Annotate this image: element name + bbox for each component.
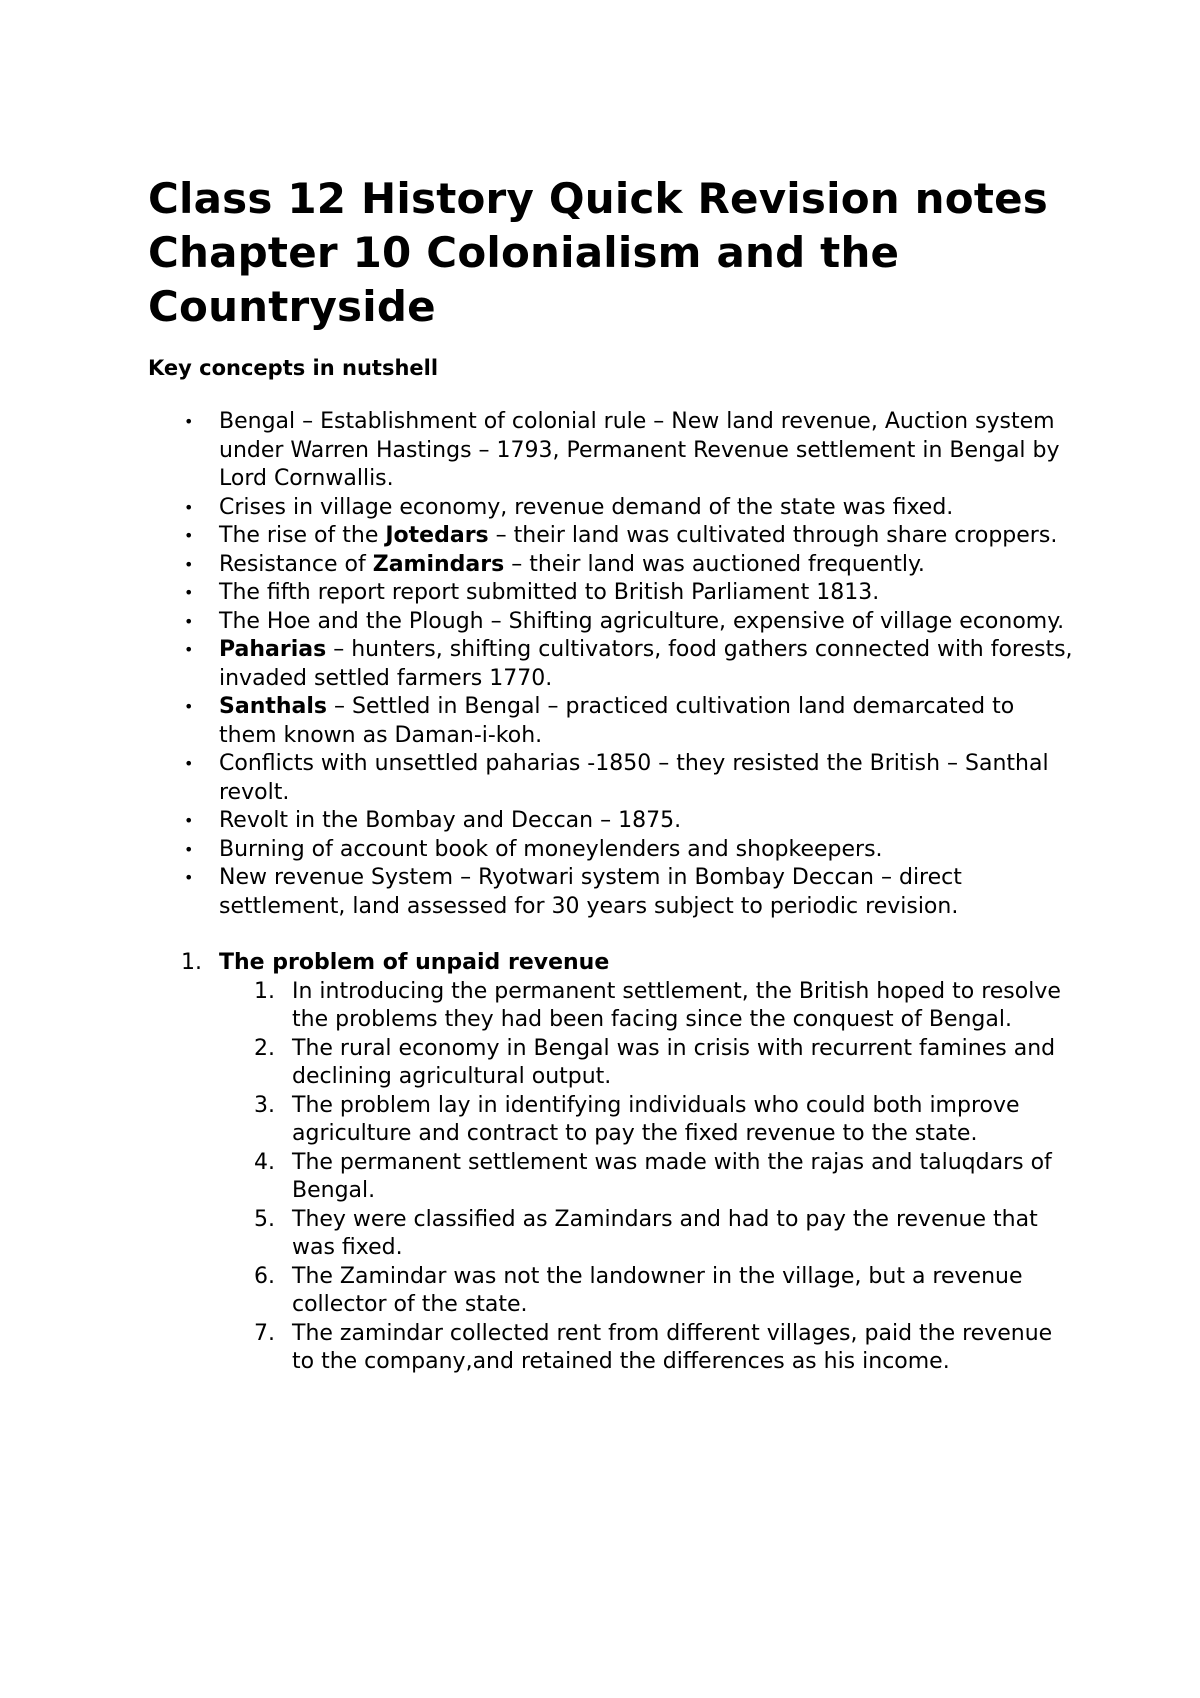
item-number: 2. (254, 1035, 275, 1061)
document-title: Class 12 History Quick Revision notes Chapter 10 Colonialism and the Countryside (148, 174, 1048, 331)
item-text: The rural economy in Bengal was in crisis with recurrent famines and declining agricultural output. (292, 1035, 1056, 1089)
item-number: 4. (254, 1149, 275, 1175)
list-item (219, 1035, 1078, 1092)
item-text: The zamindar collected rent from different villages, paid the revenue to the company,and retained the differences as his income. (292, 1320, 1053, 1374)
bullet-icon: • (184, 526, 194, 545)
section-number: 1. (181, 950, 202, 975)
section-heading: The problem of unpaid revenue (219, 950, 610, 975)
bullet-icon: • (184, 611, 194, 631)
list-item: • Conflicts with unsettled paharias -1850 – they resisted the British – Santhal revolt. (184, 751, 1049, 805)
list-item (219, 1206, 1078, 1263)
list-item: • Crises in village economy, revenue demand of the state was fixed. (148, 494, 1078, 523)
list-item (219, 1320, 1078, 1377)
bullet-icon: • (184, 497, 194, 517)
item-text: The problem lay in identifying individuals who could both improve agriculture and contract to pay the fixed revenue to the state. (292, 1092, 1020, 1146)
bullet-icon: • (184, 583, 194, 602)
list-item: • Revolt in the Bombay and Deccan – 1875. (148, 807, 1078, 836)
list-item: • Burning of account book of moneylenders and shopkeepers. (148, 836, 1078, 865)
bullet-icon: • (184, 811, 194, 830)
list-item: • Santhals – Settled in Bengal – practiced cultivation land demarcated to them known as Daman-i-koh. (184, 694, 1015, 748)
list-item: • New revenue System – Ryotwari system in Bombay Deccan – direct settlement, land assessed for 30 years subject to periodic revision. (184, 865, 962, 919)
bullet-icon: • (184, 868, 194, 887)
list-item: • The rise of the Jotedars – their land was cultivated through share croppers. (148, 522, 1078, 551)
section-points-list (219, 978, 1078, 1377)
list-item (219, 978, 1078, 1035)
section-item (148, 949, 1078, 1377)
list-item: • The Hoe and the Plough – Shifting agriculture, expensive of village economy. (148, 608, 1078, 637)
item-number: 7. (254, 1320, 275, 1346)
item-number: 1. (254, 978, 275, 1004)
bullet-icon: • (184, 754, 194, 773)
bullet-icon: • (184, 697, 194, 716)
item-number: 3. (254, 1092, 275, 1118)
item-text: In introducing the permanent settlement, the British hoped to resolve the problems they had been facing since the conquest of Bengal. (292, 978, 1061, 1032)
numbered-section-list (148, 949, 1078, 1377)
list-item: • Bengal – Establishment of colonial rule – New land revenue, Auction system under Warren Hastings – 1793, Permanent Revenue settlement in Bengal by Lord Cornwallis. (184, 409, 1060, 491)
list-item (219, 1149, 1078, 1206)
list-item (219, 1263, 1078, 1320)
list-item: • The fifth report report submitted to British Parliament 1813. (148, 579, 1078, 608)
section-subtitle: Key concepts in nutshell (148, 356, 439, 380)
document-page (148, 172, 1078, 1377)
bullet-icon: • (184, 640, 194, 659)
item-number: 6. (254, 1263, 275, 1289)
item-text: They were classified as Zamindars and had to pay the revenue that was fixed. (292, 1206, 1038, 1260)
list-item (219, 1092, 1078, 1149)
item-number: 5. (254, 1206, 275, 1232)
bullet-icon: • (184, 412, 194, 431)
bullet-icon: • (184, 554, 194, 574)
list-item: • Paharias – hunters, shifting cultivators, food gathers connected with forests, invaded settled farmers 1770. (184, 637, 1073, 691)
bullet-icon: • (184, 839, 194, 859)
item-text: The Zamindar was not the landowner in the village, but a revenue collector of the state. (292, 1263, 1023, 1317)
key-concepts-list (148, 408, 1078, 921)
item-text: The permanent settlement was made with the rajas and taluqdars of Bengal. (292, 1149, 1052, 1203)
list-item: • Resistance of Zamindars – their land was auctioned frequently. (148, 551, 1078, 580)
